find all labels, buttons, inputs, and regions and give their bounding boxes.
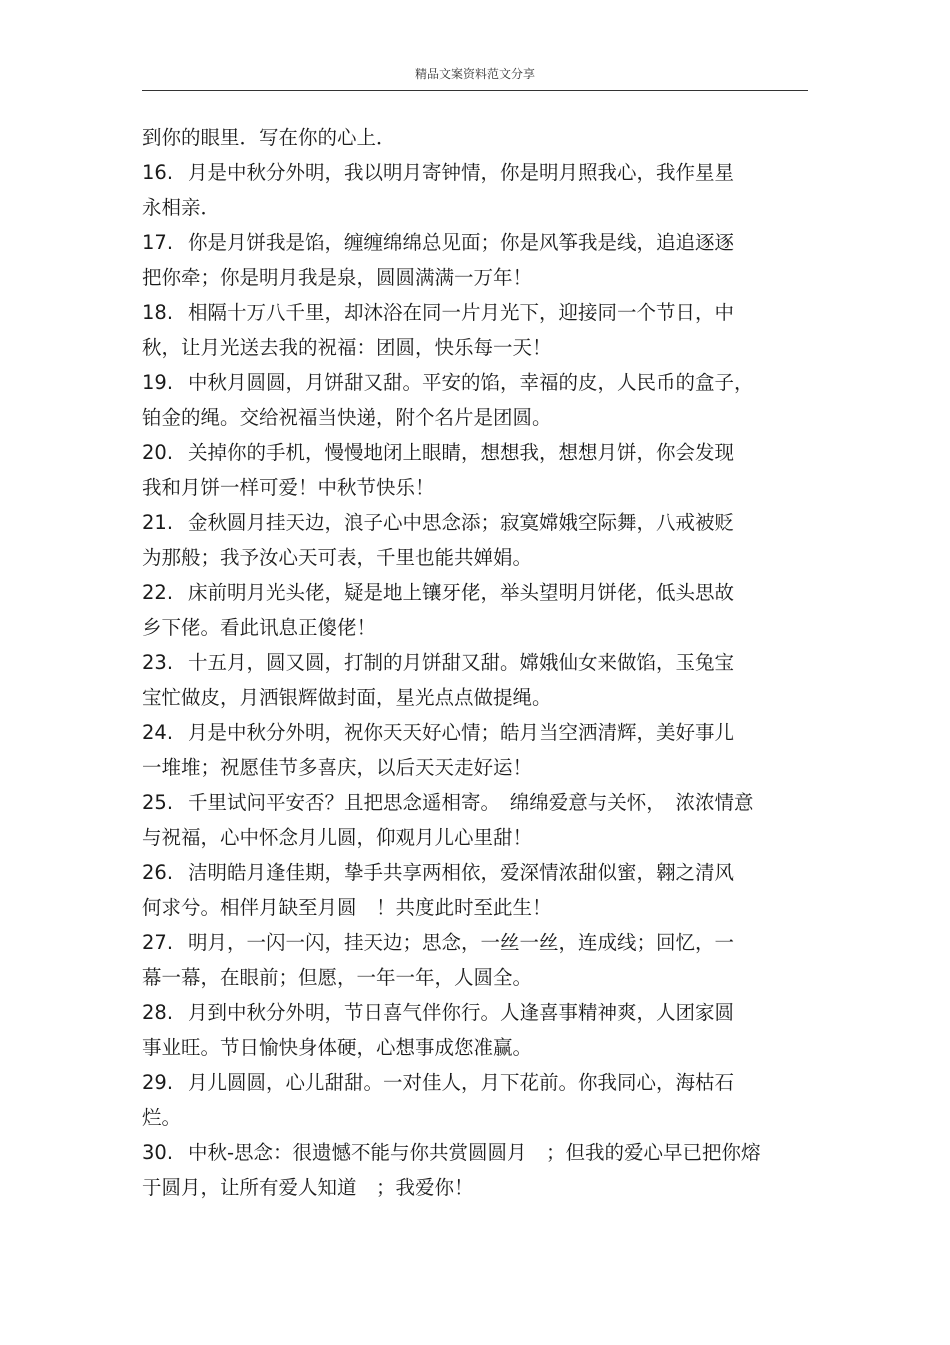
line-text: 一堆堆；祝愿佳节多喜庆，以后天天走好运！	[142, 756, 533, 779]
text-line	[142, 680, 808, 715]
line-text: 于圆月，让所有爱人知道 ；我爱你！	[142, 1176, 474, 1199]
line-text: 关掉你的手机，慢慢地闭上眼睛，想想我，想想月饼，你会发现	[188, 441, 735, 464]
text-line	[142, 995, 808, 1030]
line-text: 金秋圆月挂天边，浪子心中思念添；寂寞嫦娥空际舞，八戒被贬	[188, 511, 735, 534]
text-line	[142, 785, 808, 820]
line-text: 月是中秋分外明，祝你天天好心情；皓月当空洒清辉，美好事儿	[188, 721, 735, 744]
line-text: 到你的眼里．写在你的心上．	[142, 126, 396, 149]
item-number: 22.	[142, 581, 174, 604]
text-line	[142, 1170, 808, 1205]
line-text: 幕一幕，在眼前；但愿，一年一年，人圆全。	[142, 966, 533, 989]
text-line	[142, 645, 808, 680]
text-line	[142, 855, 808, 890]
header-divider	[142, 90, 808, 91]
text-line	[142, 1100, 808, 1135]
text-line	[142, 820, 808, 855]
line-text: 何求兮。相伴月缺至月圆 ！共度此时至此生！	[142, 896, 552, 919]
text-line	[142, 1135, 808, 1170]
item-number: 18.	[142, 301, 174, 324]
text-line	[142, 190, 808, 225]
line-text: 十五月，圆又圆，打制的月饼甜又甜。嫦娥仙女来做馅，玉兔宝	[188, 651, 735, 674]
item-number: 28.	[142, 1001, 174, 1024]
item-number: 17.	[142, 231, 174, 254]
line-text: 床前明月光头佬，疑是地上镶牙佬，举头望明月饼佬，低头思故	[188, 581, 735, 604]
text-line	[142, 470, 808, 505]
text-line	[142, 960, 808, 995]
line-text: 你是月饼我是馅，缠缠绵绵总见面；你是风筝我是线，追追逐逐	[188, 231, 735, 254]
text-line	[142, 365, 808, 400]
line-text: 永相亲．	[142, 196, 221, 219]
text-line	[142, 540, 808, 575]
line-text: 中秋-思念：很遗憾不能与你共赏圆圆月 ；但我的爱心早已把你熔	[188, 1141, 761, 1164]
text-line	[142, 330, 808, 365]
text-line	[142, 890, 808, 925]
line-text: 月是中秋分外明，我以明月寄钟情，你是明月照我心，我作星星	[188, 161, 735, 184]
item-number: 27.	[142, 931, 174, 954]
text-line	[142, 750, 808, 785]
item-number: 23.	[142, 651, 174, 674]
line-text: 秋，让月光送去我的祝福：团圆，快乐每一天！	[142, 336, 552, 359]
line-text: 月到中秋分外明，节日喜气伴你行。人逢喜事精神爽，人团家圆	[188, 1001, 735, 1024]
item-number: 26.	[142, 861, 174, 884]
page-header: 精品文案资料范文分享	[414, 67, 535, 81]
item-number: 25.	[142, 791, 174, 814]
text-line	[142, 1065, 808, 1100]
text-line	[142, 295, 808, 330]
line-text: 为那般；我予汝心天可表，千里也能共婵娟。	[142, 546, 533, 569]
document-body	[142, 120, 808, 1205]
line-text: 铂金的绳。交给祝福当快递，附个名片是团圆。	[142, 406, 552, 429]
line-text: 与祝福，心中怀念月儿圆，仰观月儿心里甜！	[142, 826, 533, 849]
text-line	[142, 120, 808, 155]
text-line	[142, 610, 808, 645]
line-text: 事业旺。节日愉快身体硬，心想事成您准赢。	[142, 1036, 533, 1059]
line-text: 月儿圆圆，心儿甜甜。一对佳人，月下花前。你我同心，海枯石	[188, 1071, 735, 1094]
line-text: 相隔十万八千里，却沐浴在同一片月光下，迎接同一个节日，中	[188, 301, 735, 324]
text-line	[142, 260, 808, 295]
line-text: 中秋月圆圆，月饼甜又甜。平安的馅，幸福的皮，人民币的盒子，	[188, 371, 754, 394]
text-line	[142, 715, 808, 750]
item-number: 20.	[142, 441, 174, 464]
line-text: 乡下佬。看此讯息正傻佬！	[142, 616, 377, 639]
line-text: 洁明皓月逢佳期，挚手共享两相依，爱深情浓甜似蜜，翱之清风	[188, 861, 735, 884]
line-text: 把你牵；你是明月我是泉，圆圆满满一万年！	[142, 266, 533, 289]
item-number: 29.	[142, 1071, 174, 1094]
item-number: 16.	[142, 161, 174, 184]
text-line	[142, 225, 808, 260]
text-line	[142, 925, 808, 960]
line-text: 烂。	[142, 1106, 182, 1129]
line-text: 我和月饼一样可爱！中秋节快乐！	[142, 476, 435, 499]
text-line	[142, 435, 808, 470]
line-text: 宝忙做皮，月洒银辉做封面，星光点点做提绳。	[142, 686, 552, 709]
text-line	[142, 1030, 808, 1065]
line-text: 千里试问平安否？且把思念遥相寄。 绵绵爱意与关怀， 浓浓情意	[188, 791, 754, 814]
item-number: 21.	[142, 511, 174, 534]
text-line	[142, 155, 808, 190]
text-line	[142, 400, 808, 435]
text-line	[142, 505, 808, 540]
text-line	[142, 575, 808, 610]
line-text: 明月，一闪一闪，挂天边；思念，一丝一丝，连成线；回忆，一	[188, 931, 735, 954]
item-number: 24.	[142, 721, 174, 744]
item-number: 30.	[142, 1141, 174, 1164]
item-number: 19.	[142, 371, 174, 394]
